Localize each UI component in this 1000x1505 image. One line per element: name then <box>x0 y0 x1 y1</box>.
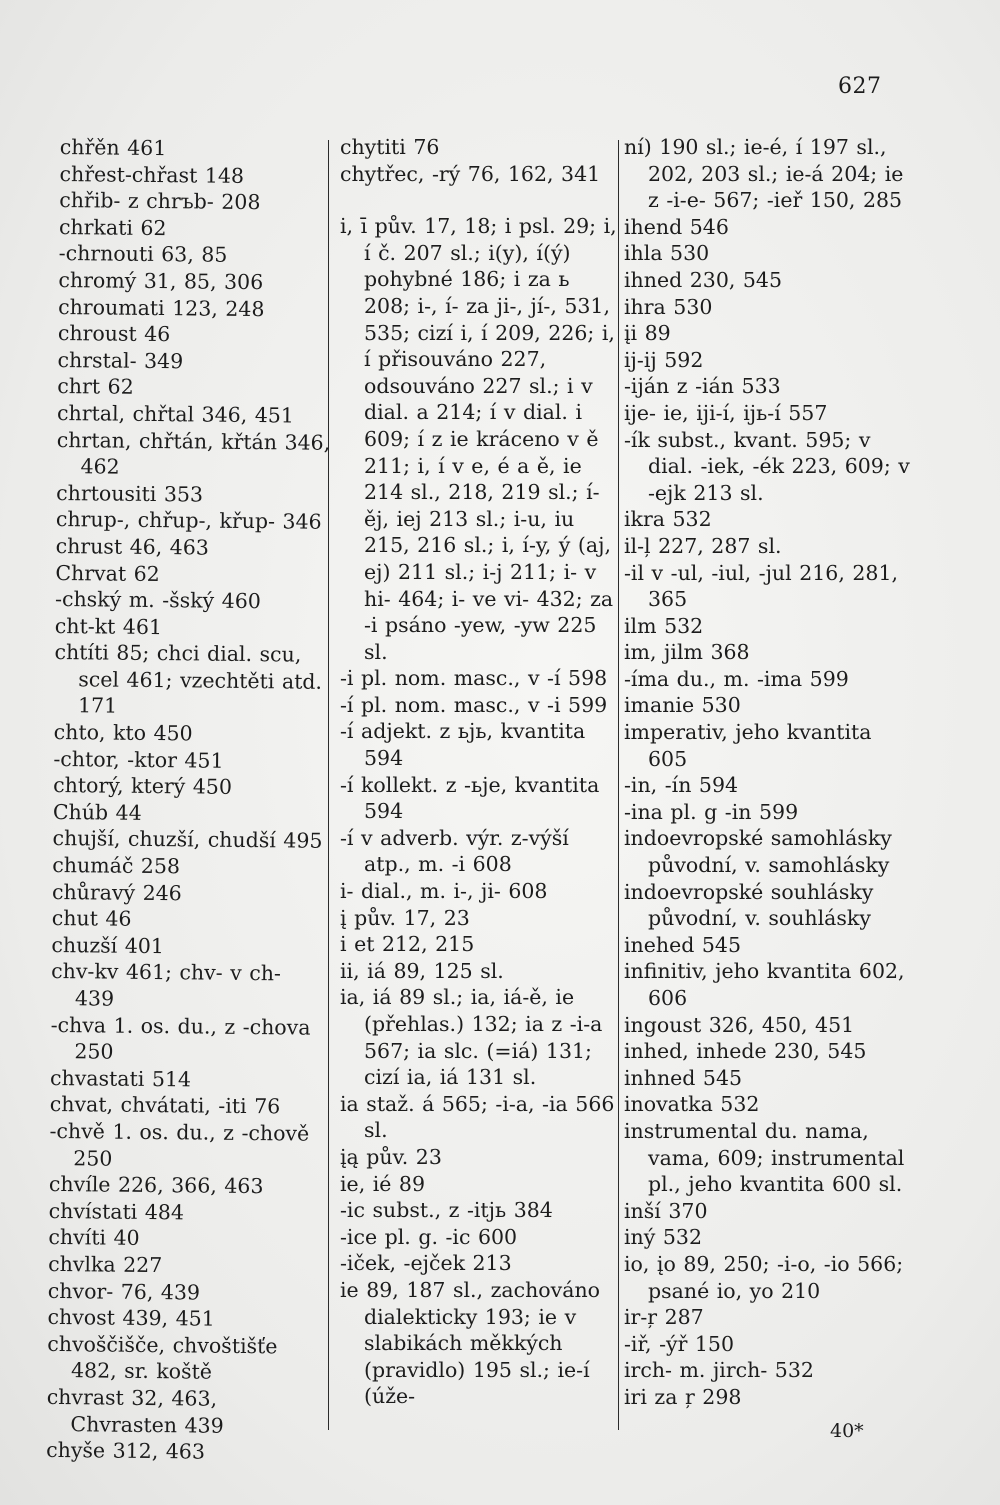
index-entry: chtíti 85; chci dial. scu, scel 461; vzechtěti atd. 171 <box>54 640 323 719</box>
index-entry: chrtal, chřtal 346, 451 <box>56 400 295 428</box>
index-entry: inovatka 532 <box>624 1092 760 1117</box>
index-entry: -íma du., m. -ima 599 <box>624 666 849 691</box>
index-entry: io, įo 89, 250; -i-o, -io 566; psané io, yo 210 <box>624 1251 904 1303</box>
index-entry: infinitiv, jeho kvantita 602, 606 <box>624 959 905 1010</box>
index-entry: ikra 532 <box>624 507 712 532</box>
index-entry: Chúb 44 <box>52 799 142 825</box>
index-entry: -il v -ul, -iul, -jul 216, 281, 365 <box>624 560 899 612</box>
index-entry: chvíle 226, 366, 463 <box>48 1172 264 1199</box>
index-entry: indoevropské souhlásky původní, v. souhlásky <box>624 879 874 931</box>
index-entry: -iček, -ejček 213 <box>340 1251 512 1276</box>
index-entry: įą pův. 23 <box>340 1144 442 1169</box>
page-number: 627 <box>838 74 882 99</box>
index-entry: ia staž. á 565; -i-a, -ia 566 sl. <box>340 1091 615 1143</box>
index-entry: im, jilm 368 <box>624 640 750 665</box>
index-entry: chrup-, chřup-, křup- 346 <box>55 507 322 535</box>
index-column-1 <box>46 134 335 1466</box>
index-entry: chytiti 76 <box>340 135 440 159</box>
index-entry: Chrvat 62 <box>55 560 160 586</box>
index-entry: chřib- z chrъb- 208 <box>59 188 261 215</box>
index-entry: indoevropské samohlásky původní, v. samohlásky <box>624 826 892 878</box>
index-entry: chvíti 40 <box>48 1225 140 1251</box>
index-entry: -í kollekt. z -ьje, kvantita 594 <box>340 772 600 824</box>
index-entry: -ina pl. g -in 599 <box>624 799 799 824</box>
index-entry: chrt 62 <box>57 374 134 400</box>
index-entry: chto, kto 450 <box>53 720 193 746</box>
index-entry: -í pl. nom. masc., v -i 599 <box>340 692 608 717</box>
index-entry: chvat, chvátati, -iti 76 <box>49 1092 281 1119</box>
index-entry: i- dial., m. i-, ji- 608 <box>340 879 548 904</box>
index-entry: chřest-chřast 148 <box>59 161 245 188</box>
index-entry: ingoust 326, 450, 451 <box>624 1012 855 1037</box>
index-entry: ie 89, 187 sl., zachováno dialekticky 193; ie v slabikách měkkých (pravidlo) 195 sl.; ie-í (úže- <box>340 1277 600 1409</box>
index-entry: -iján z -ián 533 <box>624 374 781 399</box>
index-entry: inhed, inhede 230, 545 <box>624 1039 867 1064</box>
index-entry: instrumental du. nama, vama, 609; instrumental pl., jeho kvantita 600 sl. <box>624 1118 905 1197</box>
index-entry: chv-kv 461; chv- v ch- 439 <box>51 959 282 1011</box>
index-entry: chrtousiti 353 <box>56 480 204 507</box>
index-entry: i, ī pův. 17, 18; i psl. 29; i, í č. 207 sl.; i(y), í(ý) pohybné 186; i za ь 208; i-, í- za ji-, jí-, 531, 535; cizí i, í 209, 226; i, í přisouváno 227, odsouváno 227 sl.; i v dial. a 214; í v dial. i 609; í z ie kráceno v ě 211; i, í v e, é a ě, ie 214 sl., 218, 219 sl.; í-ěj, iej 213 sl.; i-u, iu 215, 216 sl.; i, í-y, ý (aj, ej) 211 sl.; i-j 211; i- v hi- 464; i- ve vi- 432; za -i psáno -yew, -yw 225 sl. <box>340 214 617 664</box>
index-column-3 <box>624 134 914 1411</box>
index-entry: -iř, -ýř 150 <box>624 1331 735 1356</box>
index-entry: chůravý 246 <box>51 879 182 905</box>
index-entry: ia, iá 89 sl.; ia, iá-ě, ie (přehlas.) 132; ia z -i-a 567; ia slc. (=iá) 131; cizí ia, iá 131 sl. <box>340 985 603 1090</box>
index-entry: imanie 530 <box>624 693 741 718</box>
index-entry: ii, iá 89, 125 sl. <box>340 958 504 983</box>
index-entry: chvor- 76, 439 <box>47 1278 201 1305</box>
index-entry: chroust 46 <box>57 321 171 347</box>
index-entry: -ice pl. g. -ic 600 <box>340 1224 518 1249</box>
index-entry: i et 212, 215 <box>340 932 475 957</box>
index-entry: chrstal- 349 <box>57 347 184 374</box>
index-entry: ij-ij 592 <box>624 347 704 372</box>
index-entry: ie, ié 89 <box>340 1171 426 1196</box>
index-entry: iri za ŗ 298 <box>624 1384 742 1409</box>
index-entry: chroumati 123, 248 <box>58 294 265 321</box>
index-entry: chvoščišče, chvoštišťe 482, sr. koště <box>47 1331 278 1384</box>
index-entry: chvlka 227 <box>48 1251 163 1278</box>
index-entry: iný 532 <box>624 1225 702 1250</box>
index-column-2 <box>340 134 618 1410</box>
index-entry: ihla 530 <box>624 241 710 266</box>
printer-signature: 40* <box>830 1420 864 1442</box>
index-entry: chytřec, -rý 76, 162, 341 <box>340 161 601 186</box>
index-entry: -ík subst., kvant. 595; v dial. -iek, -ék 223, 609; v -ejk 213 sl. <box>624 427 910 505</box>
index-entry: chrust 46, 463 <box>55 533 210 560</box>
index-entry: imperativ, jeho kvantita 605 <box>624 720 872 771</box>
index-entry: chvastati 514 <box>49 1065 192 1092</box>
index-entry: chromý 31, 85, 306 <box>58 267 264 295</box>
index-entry: įi 89 <box>624 321 671 346</box>
index-entry: -chrnouti 63, 85 <box>58 241 228 268</box>
index-entry: chvrast 32, 463, Chvrasten 439 <box>46 1384 224 1438</box>
index-entry: chujší, chuzší, chudší 495 <box>52 826 323 854</box>
index-entry: -i pl. nom. masc., v -í 598 <box>340 666 608 691</box>
index-entry: -chvě 1. os. du., z -chově 250 <box>49 1118 310 1171</box>
index-entry: il-ļ 227, 287 sl. <box>624 533 782 558</box>
index-entry: -chva 1. os. du., z -chova 250 <box>50 1012 311 1064</box>
index-entry: chrtan, chřtán, křtán 346, 462 <box>56 427 331 479</box>
column-divider <box>618 140 619 1430</box>
index-entry: ilm 532 <box>624 613 704 638</box>
index-entry: chumáč 258 <box>52 852 181 879</box>
index-entry: -chský m. -šský 460 <box>55 587 261 614</box>
index-entry: chrkati 62 <box>58 214 167 240</box>
index-entry: chuzší 401 <box>51 932 165 958</box>
index-entry: -í adjekt. z ьjь, kvantita 594 <box>340 719 586 771</box>
index-entry: chyše 312, 463 <box>46 1438 206 1464</box>
index-entry: -í v adverb. výr. z-výší atp., m. -i 608 <box>340 825 569 877</box>
index-entry: chřěn 461 <box>59 134 167 161</box>
index-entry: inehed 545 <box>624 932 741 957</box>
index-entry: ní) 190 sl.; ie-é, í 197 sl., 202, 203 sl.; ie-á 204; ie z -i-e- 567; -ieř 150, 285 <box>624 135 904 213</box>
index-entry: į pův. 17, 23 <box>340 905 470 930</box>
index-entry: cht-kt 461 <box>54 613 163 639</box>
index-entry: -ic subst., z -itjь 384 <box>340 1198 553 1223</box>
index-entry: chut 46 <box>51 906 132 932</box>
index-entry: ihend 546 <box>624 214 729 239</box>
index-entry: chvost 439, 451 <box>47 1305 215 1331</box>
index-entry: inhned 545 <box>624 1065 743 1090</box>
index-entry: ir-ŗ 287 <box>624 1305 704 1330</box>
index-entry: chtorý, který 450 <box>53 773 233 800</box>
index-entry: ihned 230, 545 <box>624 267 783 292</box>
index-entry: inší 370 <box>624 1198 708 1223</box>
index-entry: ije- ie, iji-í, ijь-í 557 <box>624 400 828 425</box>
index-entry: chvístati 484 <box>48 1198 185 1225</box>
index-entry: irch- m. jirch- 532 <box>624 1358 814 1383</box>
index-entry: -chtor, -ktor 451 <box>53 746 224 773</box>
index-entry: ihra 530 <box>624 294 713 319</box>
index-entry: -in, -ín 594 <box>624 773 739 798</box>
